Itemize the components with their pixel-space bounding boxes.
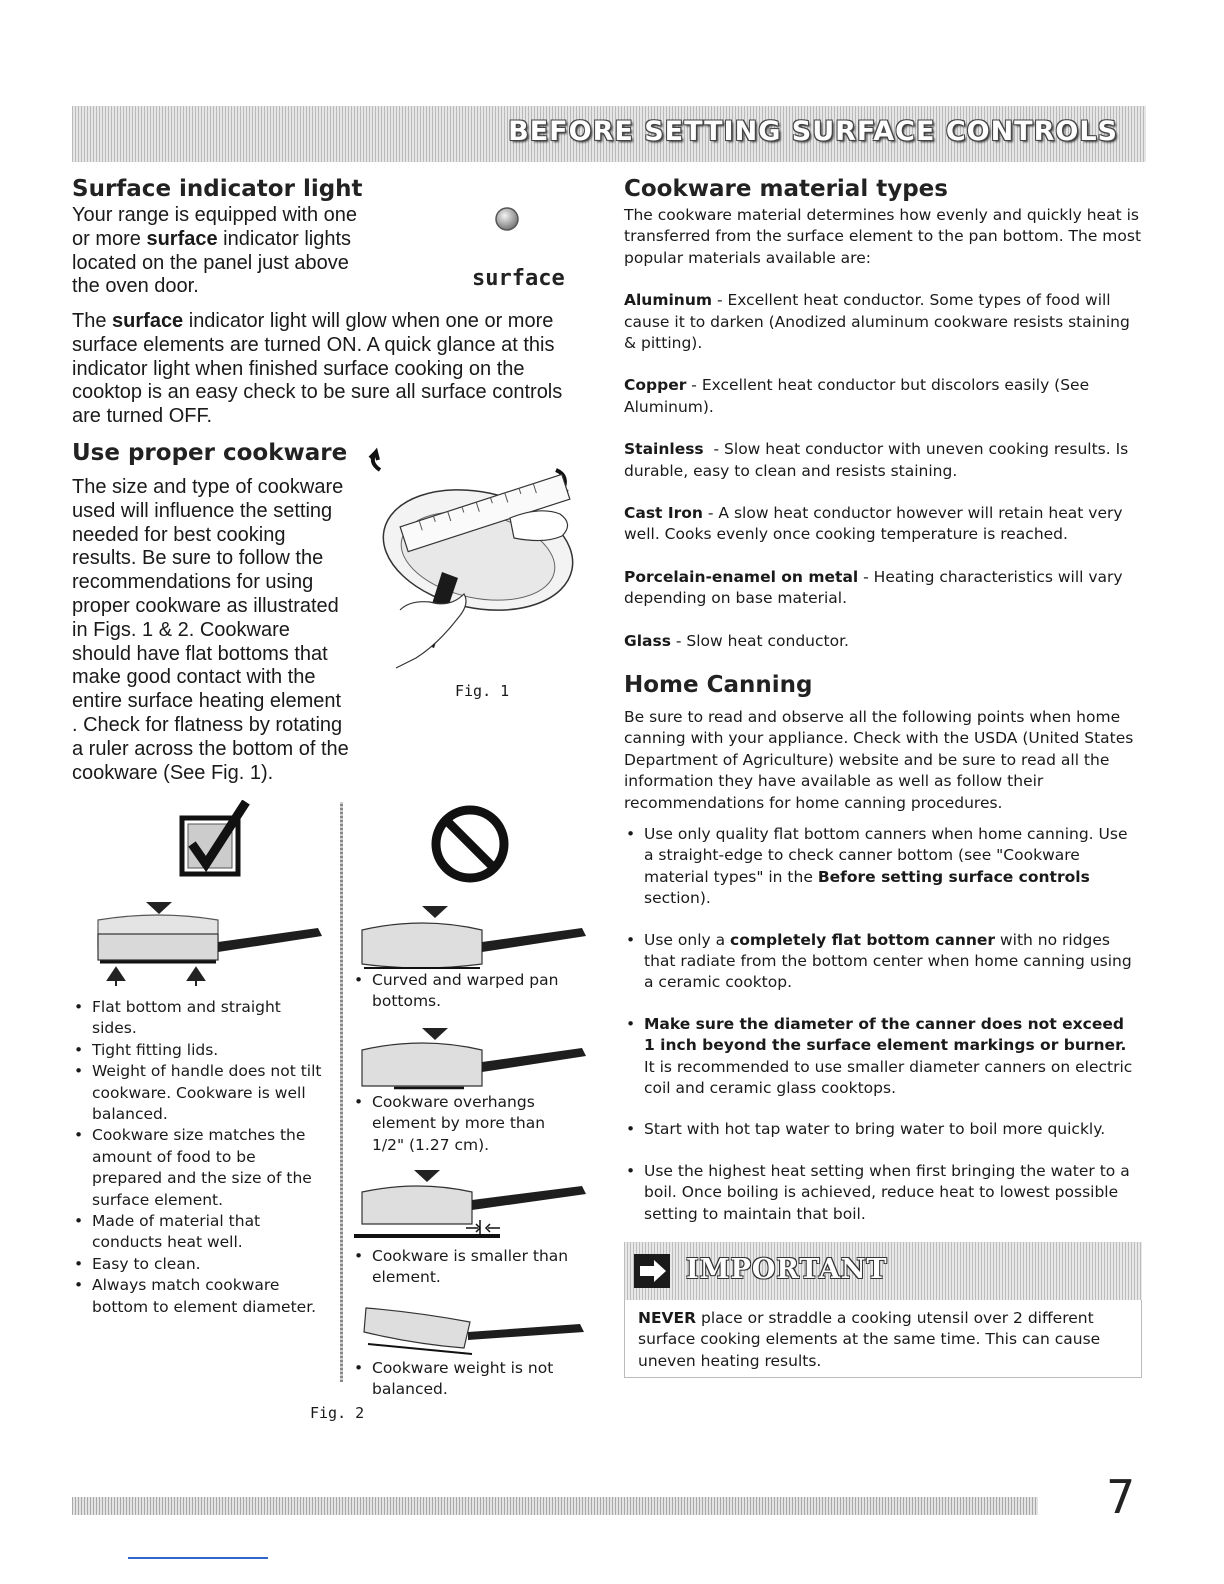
list-item: • Made of material that conducts heat well. (72, 1211, 324, 1254)
footer-bar (72, 1497, 1038, 1515)
indicator-light-icon (494, 206, 520, 232)
footer-rule (128, 1557, 268, 1559)
indicator-body: The surface indicator light will glow when one or more surface elements are turned ON. A quick glance at this indicator light when finished surface cooking on the cooktop is an easy check to be sure all surface controls are turned OFF. (72, 310, 563, 428)
bad-item-curved: • Curved and warped pan bottoms. (352, 970, 578, 1013)
list-item: • Use only a completely flat bottom canner with no ridges that radiate from the bottom center when home canning using a ceramic cooktop. (624, 930, 1140, 994)
material-cast-iron: Cast Iron - A slow heat conductor however will retain heat very well. Cooks evenly once cooking temperature is reached. (624, 504, 1123, 544)
important-label: IMPORTANT (686, 1254, 888, 1285)
good-pan-illustration (90, 898, 326, 990)
list-item: • Start with hot tap water to bring water to boil more quickly. (624, 1119, 1140, 1140)
checkmark-icon (176, 800, 258, 880)
material-copper: Copper - Excellent heat conductor but discolors easily (See Aluminum). (624, 376, 1090, 416)
materials-section (624, 205, 1144, 673)
list-item: • Make sure the diameter of the canner does not exceed 1 inch beyond the surface element markings or burner. It is recommended to use smaller diameter canners on electric coil and ceramic glass cooktops. (624, 1014, 1140, 1100)
page-title: BEFORE SETTING SURFACE CONTROLS (508, 116, 1118, 147)
indicator-heading: Surface indicator light (72, 176, 363, 202)
header-banner (72, 106, 1146, 162)
bad-item-smaller: • Cookware is smaller than element. (352, 1246, 578, 1289)
cookware-heading: Use proper cookware (72, 440, 348, 466)
list-item: • Use the highest heat setting when first bringing the water to a boil. Once boiling is achieved, reduce heat to lowest possible setting to maintain that boil. (624, 1161, 1140, 1225)
materials-intro: The cookware material determines how evenly and quickly heat is transferred from the surface element to the pan bottom. The most popular materials available are: (624, 206, 1142, 267)
page-number: 7 (1106, 1470, 1136, 1524)
list-item: • Always match cookware bottom to element diameter. (72, 1275, 324, 1318)
canning-intro: Be sure to read and observe all the following points when home canning with your appliance. Check with the USDA (United States Department of Agriculture) website and be sure to read all the information they have available as well as follow their recommendations for home canning procedures. (624, 708, 1134, 812)
small-pan-illustration (354, 1168, 590, 1244)
list-item: • Use only quality flat bottom canners when home canning. Use a straight-edge to check canner bottom (see "Cookware material types" in the Before setting surface controls section). (624, 824, 1140, 910)
material-porcelain: Porcelain-enamel on metal - Heating characteristics will vary depending on base material. (624, 567, 1123, 608)
important-banner (624, 1242, 1142, 1300)
overhang-pan-illustration (354, 1026, 590, 1096)
list-item: • Weight of handle does not tilt cookware. Cookware is well balanced. (72, 1061, 324, 1125)
arrow-right-icon (634, 1254, 670, 1288)
canning-list (624, 824, 1140, 1245)
list-item: • Flat bottom and straight sides. (72, 997, 324, 1040)
material-stainless: Stainless - Slow heat conductor with uneven cooking results. Is durable, easy to clean and resists staining. (624, 440, 1129, 480)
figure-divider (340, 802, 343, 1382)
cookware-body: The size and type of cookware used will influence the setting needed for best cooking results. Be sure to follow the recommendations for using proper cookware as illustrated in Figs. 1 & 2. Cookware should have flat bottoms that make good contact with the entire surface heating element . Check for flatness by rotating a ruler across the bottom of the cookware (See Fig. 1). (72, 476, 349, 784)
list-item: • Cookware size matches the amount of food to be prepared and the size of the surface element. (72, 1125, 324, 1211)
material-aluminum: Aluminum - Excellent heat conductor. Some types of food will cause it to darken (Anodized aluminum cookware resists staining & pitting). (624, 291, 1130, 353)
canning-heading: Home Canning (624, 672, 813, 698)
materials-heading: Cookware material types (624, 176, 948, 202)
rotate-arrow-left-icon (370, 452, 380, 470)
fig2-label: Fig. 2 (310, 1404, 365, 1422)
fig1-ruler-pan-illustration (360, 440, 596, 690)
indicator-light-label: surface (472, 266, 565, 291)
list-item: • Easy to clean. (72, 1254, 324, 1275)
indicator-intro: Your range is equipped with one or more surface indicator lights located on the panel just above the oven door. (72, 204, 358, 298)
good-cookware-list (72, 997, 324, 1318)
curved-pan-illustration (354, 902, 590, 972)
unbalanced-pan-illustration (354, 1300, 590, 1360)
bad-item-overhang: • Cookware overhangs element by more than 1/2" (1.27 cm). (352, 1092, 578, 1156)
prohibited-icon (428, 802, 512, 886)
fig1-label: Fig. 1 (455, 682, 510, 700)
material-glass: Glass - Slow heat conductor. (624, 631, 849, 650)
list-item: • Tight fitting lids. (72, 1040, 324, 1061)
important-text: NEVER place or straddle a cooking utensil over 2 different surface cooking elements at the same time. This can cause uneven heating results. (638, 1309, 1101, 1370)
bad-item-unbalanced: • Cookware weight is not balanced. (352, 1358, 578, 1401)
